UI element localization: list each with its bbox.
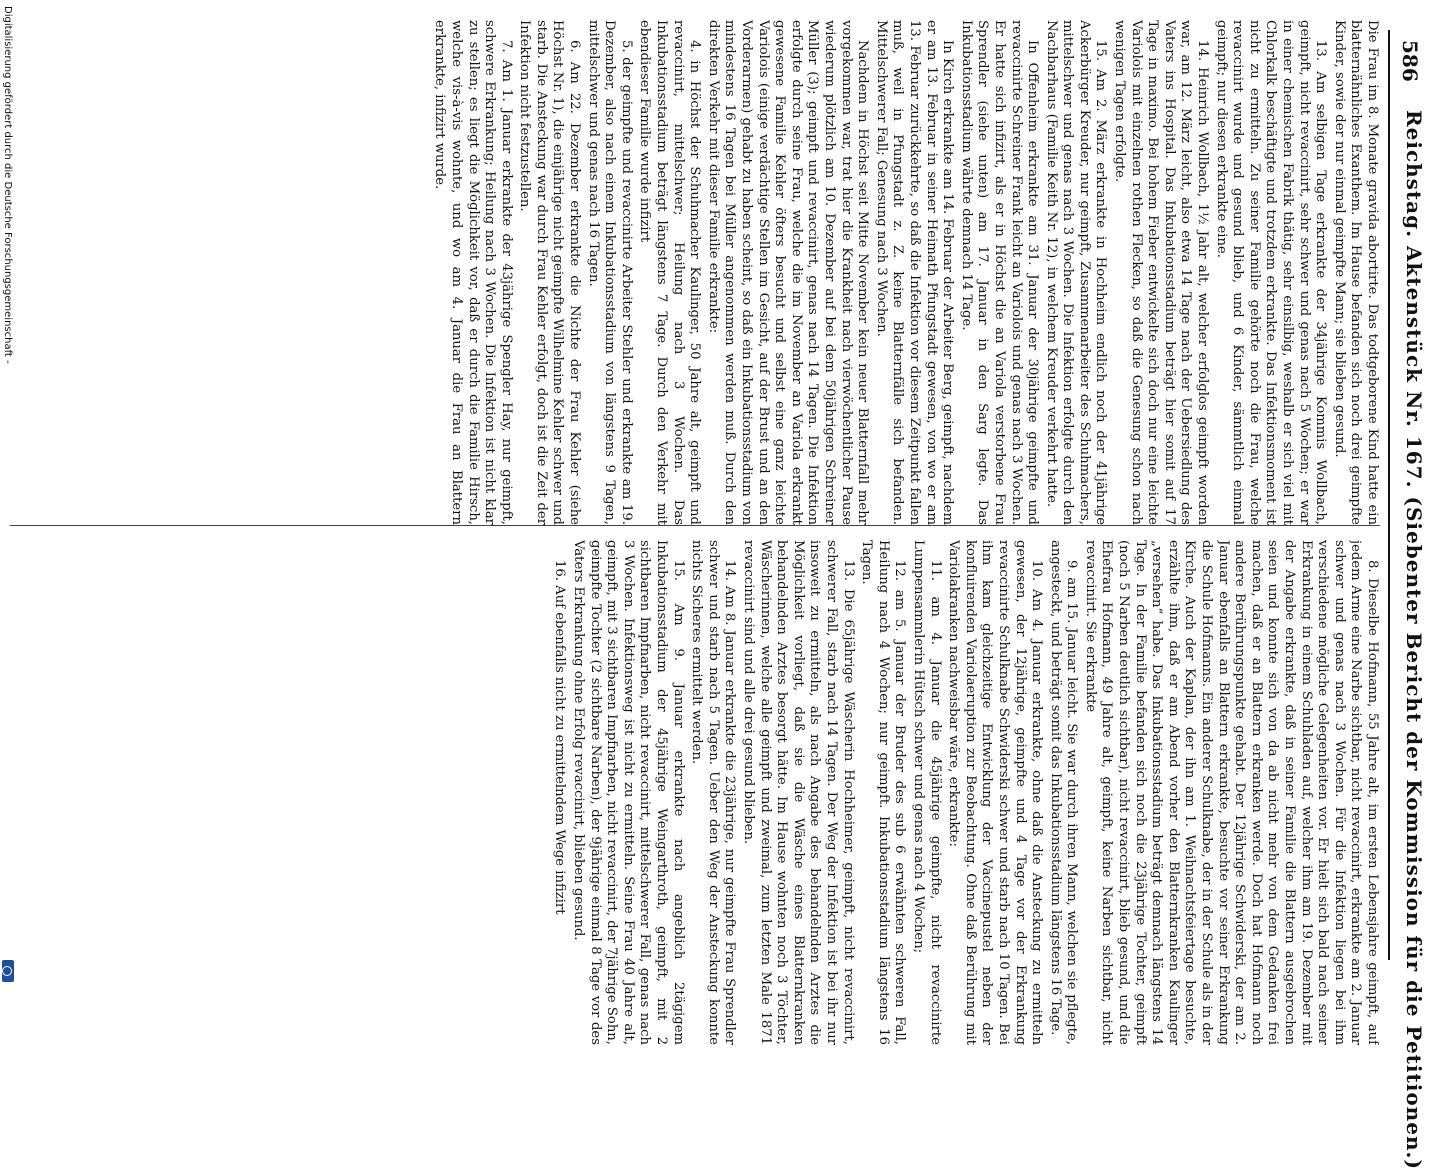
paragraph: 13. Am selbigen Tage erkrankte der 34jährige Kommis Wollbach, geimpft, nicht revaccinirt, sehr schwer und genas nach 5 Wochen; er war in einer chemischen Fabrik thätig, sehr einsilbig, weshalb er sich viel mit Chlorkalk beschäftigte und trotzdem erkrankte. Das Infektionsmoment ist nicht zu ermitteln. Zu seiner Familie gehörte noch die Frau, welche revaccinirt wurde und gesund blieb, und 6 Kinder, sämmtlich einmal geimpft; nur diesen erkrankte eine. [1213, 20, 1329, 525]
page-number: 586 [1398, 40, 1422, 82]
column-divider [10, 525, 1380, 526]
paragraph: 14. Heinrich Wollbach, 1½ Jahr alt, welcher erfolglos geimpft worden war, am 12. März leicht, also etwa 14 Tage nach der Uebersiedlung des Vaters ins Hospital. Das Inkubationsstadium beträgt hier somit auf 17 Tage in maximo. Bei hohem Fieber entwickelte sich doch nur eine leichte Variolois mit einzelnen rothen Flecken, so daß die Genesung schon nach wenigen Tagen erfolgte. [1112, 20, 1211, 525]
paragraph: 5. der geimpfte und revaccinirte Arbeiter Stehler und erkrankte am 19. Dezember, also nach einem Inkubationsstadium von längstens 9 Tagen, mittelschwer und genas nach 16 Tagen. [585, 20, 634, 525]
paragraph: 4. in Höchst der Schuhmacher Kaulinger, 50 Jahre alt, geimpft und revaccinirt, mittelschwer; Heilung nach 3 Wochen. Das Inkubationsstadium beträgt längstens 7 Tage. Durch den Verkehr mit ebendieser Familie wurde infizirt [637, 20, 703, 525]
paragraph: In Offenheim erkrankte am 31. Januar der 30jährige geimpfte und revaccinirte Schreiner Frank leicht an Variolois und genas nach 3 Wochen. Er hatte sich infizirt, als er in Höchst die an Variola verstorbene Frau Sprendler (siehe unten) am 17. Januar in den Sarg legte. Das Inkubationsstadium währte demnach 14 Tage. [958, 20, 1041, 525]
paragraph: 9. am 15. Januar leicht. Sie war durch ihren Mann, welchen sie pflegte, angesteckt, und beträgt somit das Inkubationsstadium längstens 16 Tage. [1047, 540, 1080, 1045]
paragraph: Nachdem in Höchst seit Mitte November kein neuer Blatternfall mehr vorgekommen war, trat hier die Krankheit nach vierwöchentlicher Pause wiederum plötzlich am 10. Dezember auf bei dem 50jährigen Schreiner Müller (3); geimpft und revaccinirt, genas nach 14 Tagen. Die Infektion erfolgte durch seine Frau, welche die im November an Variola erkrankt gewesene Familie Kehler öfters besucht und selbst eine ganz leichte Variolois (einige verdächtige Stellen im Gesicht, auf der Brust und an den Vorderarmen) gehabt zu haben scheint, so daß ein Inkubationsstadium von mindestens 16 Tagen bei Müller angenommen werden muß. Durch den direkten Verkehr mit dieser Familie erkrankte: [705, 20, 871, 525]
digitization-footer [0, 0, 16, 990]
paragraph: 15. Am 9. Januar erkrankte nach angeblich 2tägigem Inkubationsstadium der 45jährige Weingarthroth, geimpft, mit 2 sichtbaren Impfnarben, nicht revaccinirt, mittelschwerer Fall, genas nach 3 Wochen. Infektionsweg ist nicht zu ermitteln. Seine Frau 40 Jahre alt, geimpft, mit 3 sichtbaren Impfnarben, nicht revaccinirt, der 7jährige Sohn, geimpfte Tochter (2 sichtbare Narben), der 9jährige einmal 8 Tage vor des Vaters Erkrankung ohne Erfolg revaccinirt, blieben gesund. [571, 540, 686, 1045]
paragraph: In Kirch erkrankte am 14. Februar der Arbeiter Berg, geimpft, nachdem er am 13. Februar in seiner Heimath Pfungstadt gewesen, von wo er am 13. Februar zurückkehrte, so daß die Infektion vor diesem Zeitpunkt fallen muß, weil in Pfungstadt z. Z. keine Blatternfälle sich befanden. Mittelschwerer Fall; Genesung nach 3 Wochen. [873, 20, 956, 525]
paragraph: 11. am 4. Januar die 45jährige geimpfte, nicht revaccinirte Lumpensammlerin Hütsch schwer und genas nach 4 Wochen; [910, 540, 943, 1045]
dfg-logo-icon [2, 960, 14, 982]
paragraph: 6. Am 22. Dezember erkrankte die Nichte der Frau Kehler (siehe Höchst Nr. 1), die einjährige nicht geimpfte Wilhelmine Kehler schwer und starb. Die Ansteckung war durch Frau Kehler erfolgt, doch ist die Zeit der Infektion nicht festzustellen. [517, 20, 583, 525]
paragraph: 14. Am 8. Januar erkrankte die 23jährige, nur geimpfte Frau Sprendler schwer und starb nach 5 Tagen. Ueber den Weg der Ansteckung konnte nichts Sicheres ermittelt werden. [689, 540, 738, 1045]
page-header [1388, 40, 1428, 1170]
paragraph: Die Frau im 8. Monate gravida abortirte. Das todtgeborene Kind hatte ein blatternähnliches Exanthem. Im Hause befanden sich noch drei geimpfte Kinder, sowie der nur einmal geimpfte Mann; sie blieben gesund. [1331, 20, 1380, 525]
paragraph: 13. Die 65jährige Wäscherin Hochheimer, geimpft, nicht revaccinirt, schwerer Fall, starb nach 14 Tagen. Der Weg der Infektion ist bei ihr nur insoweit zu ermitteln, als nach Angabe des behandelnden Arztes die Möglichkeit vorliegt, daß sie die Wäsche eines Blatternkranken behandelnden Arztes besorgt hätte. Im Hause wohnten noch 3 Töchter, Wäscherinnen, welche alle geimpft und zweimal, zum letzten Male 1871 revaccinirt sind und alle drei gesund blieben. [741, 540, 856, 1045]
paragraph: 12. am 5. Januar der Bruder des sub 6 erwähnten schweren Fall, Heilung nach 4 Wochen; nur geimpft. Inkubationsstadium längstens 16 Tagen. [859, 540, 908, 1045]
funding-note: Digitalisierung gefördert durch die Deutsche Forschungsgemeinschaft - [2, 6, 13, 364]
header-rule [1388, 30, 1390, 960]
paragraph: 16. Auf ebenfalls nicht zu ermittelndem Wege infizirt [552, 560, 568, 915]
right-column [10, 540, 1380, 1045]
running-title: Reichstag. Aktenstück Nr. 167. (Siebenter Bericht der Kommission für die Petitionen.) [1402, 110, 1426, 1170]
paragraph: 10. Am 4. Januar erkrankte, ohne daß die Ansteckung zu ermitteln gewesen, der 12jährige, geimpfte und 4 Tage vor der Erkrankung revaccinirte Schulknabe Schwiderski schwer und starb nach 10 Tagen. Bei ihm kam gleichzeitige Entwicklung der Vaccinepustel neben der konfluirenden Variolaeruption zur Beobachtung. Ohne daß Berührung mit Variolakranken nachweisbar wäre, erkrankte: [946, 540, 1045, 1045]
paragraph: 15. Am 2. März erkrankte in Hochheim endlich noch der 41jährige Ackerbürger Kreuder, nur geimpft, Zusammenarbeiter des Schuhmachers, mittelschwer und genas nach 3 Wochen. Die Infektion erfolgte durch den Nachbarhaus (Familie Keith Nr. 12), in welchem Kreuder verkehrt hatte. [1043, 20, 1109, 525]
paragraph: 7. Am 1. Januar erkrankte der 43jährige Spengler Hay, nur geimpft, schwere Erkrankung; Heilung nach 3 Wochen. Die Infektion ist nicht klar zu stellen; es liegt die Möglichkeit vor, daß er durch die Familie Hirsch, welche vis-à-vis wohnte, und wo am 4. Januar die Frau an Blattern erkrankte, infizirt wurde. [432, 20, 514, 525]
left-column [10, 20, 1380, 525]
paragraph: 8. Dieselbe Hofmann, 55 Jahre alt, im ersten Lebensjahre geimpft, auf jedem Arme eine Narbe sichtbar, nicht revaccinirt, erkrankte am 2. Januar schwer und genas nach 3 Wochen. Für die Infektion liegen bei ihm verschiedene mögliche Gelegenheiten vor. Er hielt sich bald nach seiner Erkrankung in einem Schuhladen auf, welcher ihm am 19. Dezember mit der Angabe erkrankte, daß in seiner Familie die Blattern ausgebrochen seien und konnte sich von da ab nicht mehr von dem Gedanken frei machen, daß er an Blattern erkranken werde. Doch hat Hofmann noch andere Berührungspunkte gehabt. Der 12jährige Schwiderski, der am 2. Januar ebenfalls an Blattern erkrankte, besuchte vor seiner Erkrankung die Schule Hofmanns. Ein anderer Schulknabe, der in der Schule als in der Kirche. Auch der Kaplan, der ihn am 1. Weihnachtsfeiertage besuchte, erzählte ihm, daß er am Abend vorher den Blatternkranken Kaulinger „versehen“ habe. Das Inkubationsstadium beträgt demnach längstens 14 Tage. In der Familie befanden sich noch die 23jährige Tochter, geimpft (noch 5 Narben deutlich sichtbar), nicht revaccinirt, blieb gesund, und die Ehefrau Hofmann, 49 Jahre alt, geimpft, keine Narben sichtbar, nicht revaccinirt. Sie erkrankte [1082, 540, 1380, 1045]
